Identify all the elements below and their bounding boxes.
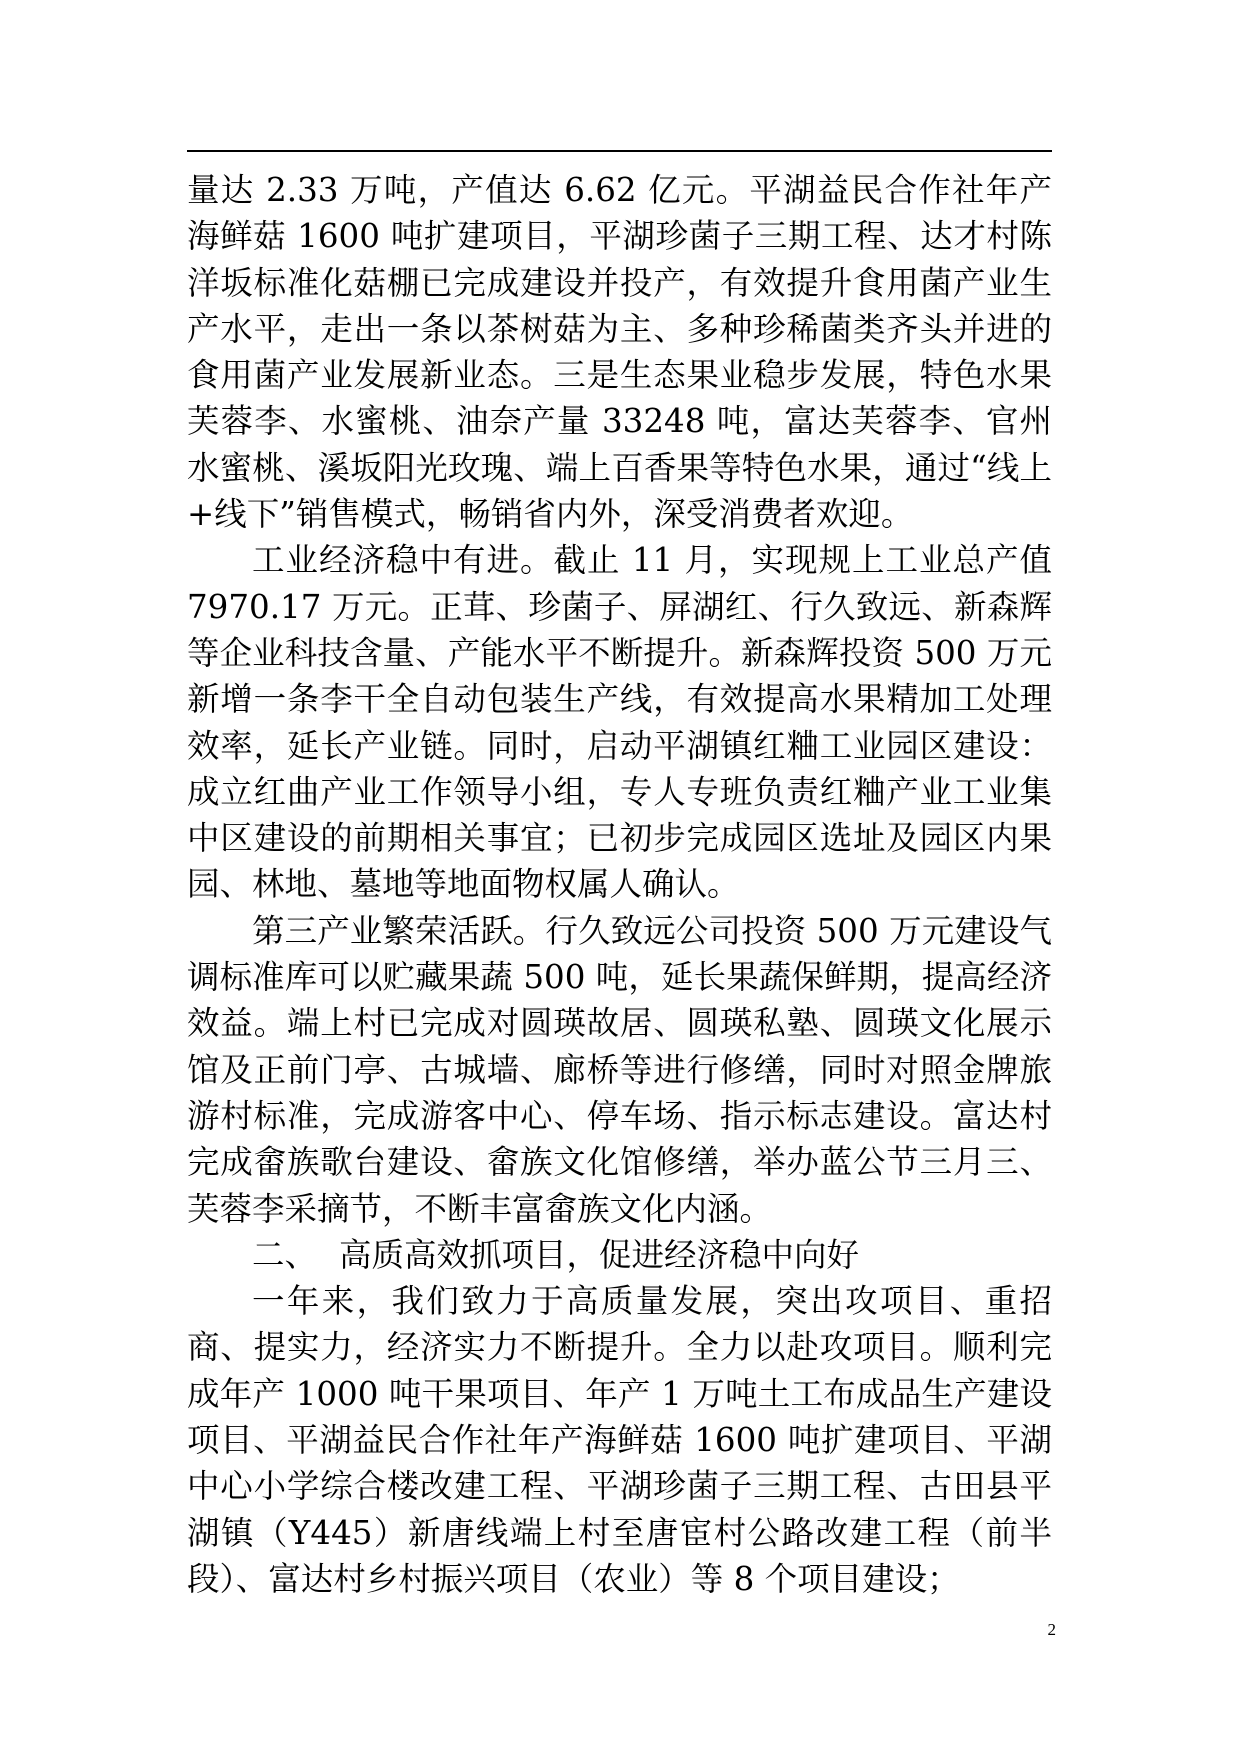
page-number: 2 (1047, 1620, 1056, 1639)
section-heading-number: 二、 (252, 1235, 318, 1274)
section-heading-title: 高质高效抓项目，促进经济稳中向好 (339, 1235, 860, 1274)
section-heading (187, 1232, 1052, 1278)
paragraph-continued: 量达 2.33 万吨，产值达 6.62 亿元。平湖益民合作社年产海鲜菇 1600 吨扩建项目，平湖珍菌子三期工程、达才村陈洋坂标准化菇棚已完成建设并投产，有效提升食用菌产业生产水平，走出一条以茶树菇为主、多种珍稀菌类齐头并进的食用菌产业发展新业态。三是生态果业稳步发展，特色水果芙蓉李、水蜜桃、油奈产量 33248 吨，富达芙蓉李、官州水蜜桃、溪坂阳光玫瑰、端上百香果等特色水果，通过“线上+线下”销售模式，畅销省内外，深受消费者欢迎。 (187, 171, 1052, 534)
header-rule (187, 150, 1052, 152)
body-text (187, 167, 1052, 1602)
paragraph-tertiary: 第三产业繁荣活跃。行久致远公司投资 500 万元建设气调标准库可以贮藏果蔬 500 吨，延长果蔬保鲜期，提高经济效益。端上村已完成对圆瑛故居、圆瑛私塾、圆瑛文化展示馆及正前门亭、古城墙、廊桥等进行修缮，同时对照金牌旅游村标准，完成游客中心、停车场、指示标志建设。富达村完成畲族歌台建设、畲族文化馆修缮，举办蓝公节三月三、芙蓉李采摘节，不断丰富畲族文化内涵。 (187, 911, 1052, 1228)
paragraph-projects: 一年来，我们致力于高质量发展，突出攻项目、重招商、提实力，经济实力不断提升。全力以赴攻项目。顺利完成年产 1000 吨干果项目、年产 1 万吨土工布成品生产建设项目、平湖益民合作社年产海鲜菇 1600 吨扩建项目、平湖中心小学综合楼改建工程、平湖珍菌子三期工程、古田县平湖镇（Y445）新唐线端上村至唐宦村公路改建工程（前半段）、富达村乡村振兴项目（农业）等 8 个项目建设； (187, 1282, 1052, 1598)
paragraph-industry: 工业经济稳中有进。截止 11 月，实现规上工业总产值 7970.17 万元。正茸、珍菌子、屏湖红、行久致远、新森辉等企业科技含量、产能水平不断提升。新森辉投资 500 万元新增一条李干全自动包装生产线，有效提高水果精加工处理效率，延长产业链。同时，启动平湖镇红粬工业园区建设：成立红曲产业工作领导小组，专人专班负责红粬产业工业集中区建设的前期相关事宜；已初步完成园区选址及园区内果园、林地、墓地等地面物权属人确认。 (187, 541, 1052, 904)
